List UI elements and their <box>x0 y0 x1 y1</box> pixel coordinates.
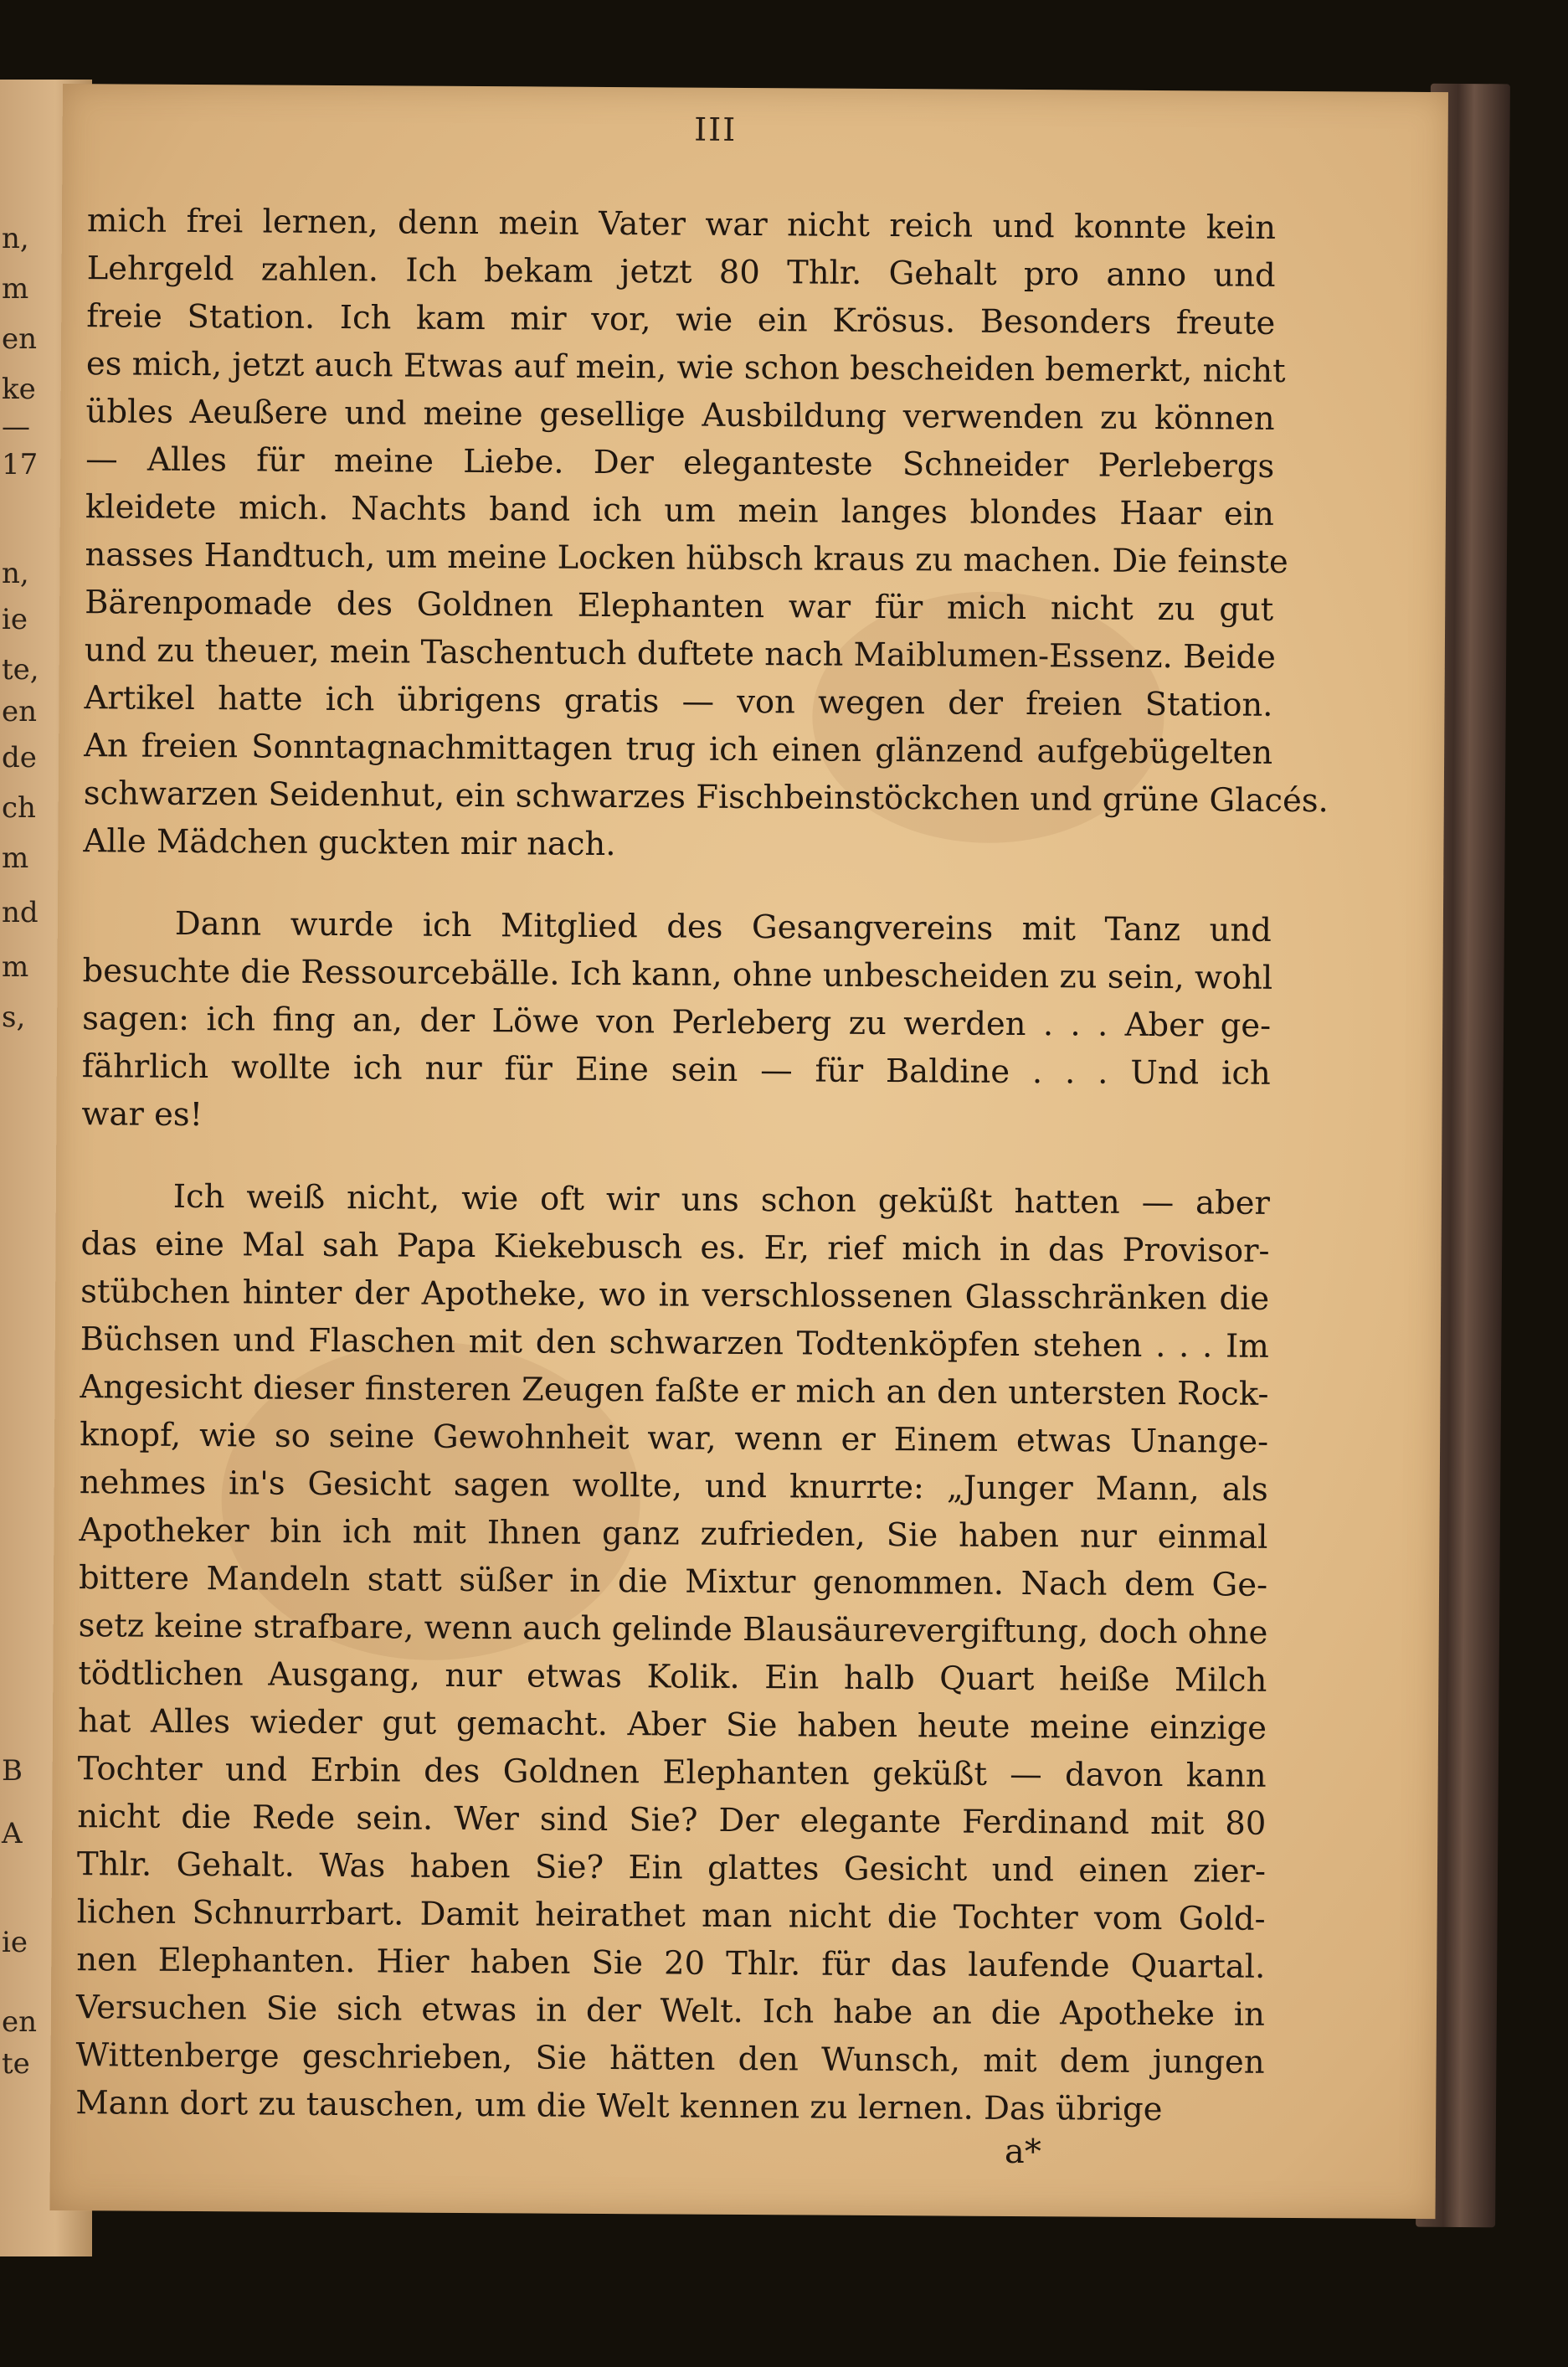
text-line: Lehrgeld zahlen. Ich bekam jetzt 80 Thlr. Gehalt pro anno und <box>86 250 1276 295</box>
margin-fragment: en <box>2 695 38 728</box>
margin-fragment: s, <box>2 1001 26 1034</box>
text-line: nasses Handtuch, um meine Locken hübsch kraus zu machen. Die feinste <box>85 536 1288 581</box>
margin-fragment: te, <box>2 653 39 687</box>
text-line: Büchsen und Flaschen mit den schwarzen Todtenköpfen stehen . . . Im <box>80 1320 1269 1366</box>
margin-fragment: 17 <box>2 448 39 481</box>
margin-fragment: ie <box>2 603 28 636</box>
signature-mark: a* <box>1004 2132 1041 2172</box>
text-line: nehmes in's Gesicht sagen wollte, und knurrte: „Junger Mann, als <box>79 1464 1268 1509</box>
text-line: war es! <box>81 1095 203 1135</box>
text-line: schwarzen Seidenhut, ein schwarzes Fischbeinstöckchen und grüne Glacés. <box>83 774 1329 821</box>
text-line: Artikel hatte ich übrigens gratis — von wegen der freien Station. <box>84 679 1273 724</box>
text-line: sagen: ich fing an, der Löwe von Perleberg zu werden . . . Aber ge- <box>82 1000 1272 1045</box>
book-page <box>49 84 1447 2219</box>
text-line: stübchen hinter der Apotheke, wo in verschlossenen Glasschränken die <box>80 1273 1270 1318</box>
text-line: mich frei lernen, denn mein Vater war nicht reich und konnte kein <box>86 202 1277 247</box>
margin-fragment: de <box>2 741 37 774</box>
text-line: Alle Mädchen guckten mir nach. <box>83 822 616 864</box>
text-line: knopf, wie so seine Gewohnheit war, wenn er Einem etwas Unange- <box>80 1416 1269 1461</box>
text-line: setz keine strafbare, wenn auch gelinde Blausäurevergiftung, doch ohne <box>78 1607 1268 1652</box>
margin-fragment: ke <box>2 373 36 406</box>
margin-fragment: n, <box>2 557 29 590</box>
margin-fragment: ch <box>2 791 36 825</box>
text-line: Bärenpomade des Goldnen Elephanten war für mich nicht zu gut <box>85 584 1274 629</box>
text-line: kleidete mich. Nachts band ich um mein langes blondes Haar ein <box>85 488 1275 533</box>
text-line: tödtlichen Ausgang, nur etwas Kolik. Ein halb Quart heiße Milch <box>78 1654 1267 1700</box>
margin-fragment: B <box>2 1754 23 1788</box>
text-line: Wittenberge geschrieben, Sie hätten den Wunsch, mit dem jungen <box>75 2036 1265 2081</box>
text-line: freie Station. Ich kam mir vor, wie ein Krösus. Besonders freute <box>86 297 1276 342</box>
text-line: Apotheker bin ich mit Ihnen ganz zufrieden, Sie haben nur einmal <box>79 1511 1268 1557</box>
margin-fragment: m <box>2 272 29 306</box>
margin-fragment: te <box>2 2047 30 2081</box>
text-line: Thlr. Gehalt. Was haben Sie? Ein glattes Gesicht und einen zier- <box>76 1845 1267 1891</box>
text-line: es mich, jetzt auch Etwas auf mein, wie schon bescheiden bemerkt, nicht <box>85 345 1286 390</box>
text-line: das eine Mal sah Papa Kiekebusch es. Er, rief mich in das Provisor- <box>80 1225 1270 1270</box>
text-line: fährlich wollte ich nur für Eine sein — für Baldine . . . Und ich <box>81 1047 1271 1093</box>
text-line: und zu theuer, mein Taschentuch duftete nach Maiblumen-Essenz. Beide <box>84 631 1276 677</box>
text-line: Versuchen Sie sich etwas in der Welt. Ich habe an die Apotheke in <box>75 1989 1266 2034</box>
text-line: Tochter und Erbin des Goldnen Elephanten geküßt — davon kann <box>77 1750 1267 1795</box>
text-line: übles Aeußere und meine gesellige Ausbildung verwenden zu können <box>85 393 1275 438</box>
margin-fragment: — <box>2 410 30 444</box>
body-text <box>75 197 1329 2134</box>
page-number: III <box>694 111 738 148</box>
margin-fragment: en <box>2 2005 38 2039</box>
margin-fragment: nd <box>2 896 39 929</box>
margin-fragment: ie <box>2 1926 28 1959</box>
margin-fragment: n, <box>2 222 29 255</box>
text-line: Dann wurde ich Mitglied des Gesangvereins mit Tanz und <box>174 904 1272 949</box>
text-line: Mann dort zu tauschen, um die Welt kennen zu lernen. Das übrige <box>75 2084 1163 2129</box>
text-line: lichen Schnurrbart. Damit heirathet man nicht die Tochter vom Gold- <box>76 1893 1266 1938</box>
text-line: nen Elephanten. Hier haben Sie 20 Thlr. für das laufende Quartal. <box>76 1941 1266 1986</box>
margin-fragment: A <box>2 1817 23 1850</box>
margin-fragment: m <box>2 950 29 984</box>
text-line: hat Alles wieder gut gemacht. Aber Sie haben heute meine einzige <box>77 1702 1267 1747</box>
text-line: nicht die Rede sein. Wer sind Sie? Der elegante Ferdinand mit 80 <box>77 1798 1267 1843</box>
text-line: Ich weiß nicht, wie oft wir uns schon geküßt hatten — aber <box>172 1177 1270 1222</box>
text-line: Angesicht dieser finsteren Zeugen faßte er mich an den untersten Rock- <box>80 1368 1269 1413</box>
text-line: An freien Sonntagnachmittagen trug ich einen glänzend aufgebügelten <box>84 727 1273 772</box>
text-line: besuchte die Ressourcebälle. Ich kann, ohne unbescheiden zu sein, wohl <box>82 952 1273 997</box>
margin-fragment: en <box>2 322 38 356</box>
margin-fragment: m <box>2 841 29 875</box>
text-line: bittere Mandeln statt süßer in die Mixtur genommen. Nach dem Ge- <box>78 1559 1268 1604</box>
text-line: — Alles für meine Liebe. Der eleganteste Schneider Perlebergs <box>85 440 1275 486</box>
